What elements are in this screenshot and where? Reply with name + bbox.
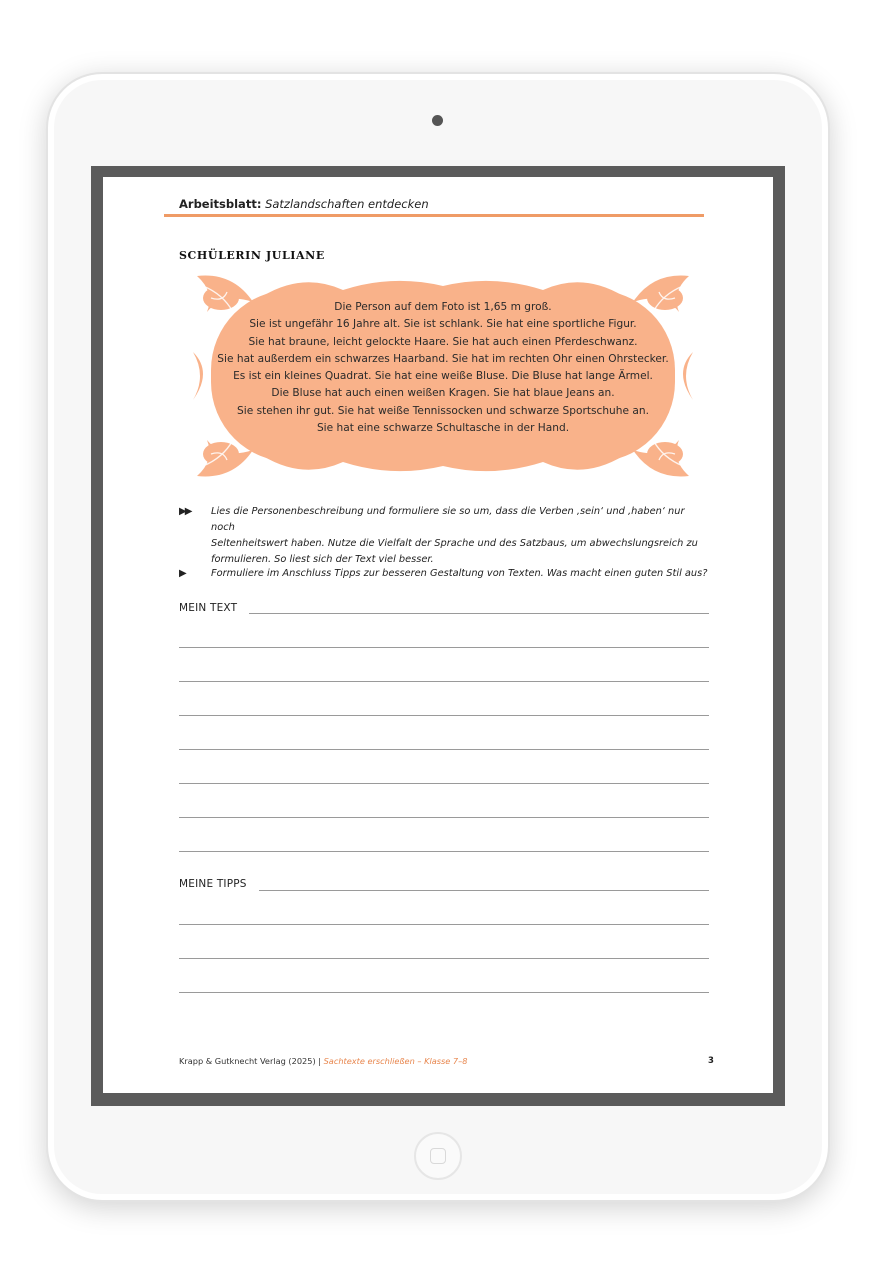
tips-line[interactable] <box>179 958 709 959</box>
my-tips-label: MEINE TIPPS <box>179 878 247 890</box>
writing-line[interactable] <box>179 681 709 682</box>
writing-line[interactable] <box>179 715 709 716</box>
task-line: Formuliere im Anschluss Tipps zur besseren Gestaltung von Texten. Was macht einen guten Stil aus? <box>211 568 708 579</box>
tips-line[interactable] <box>179 992 709 993</box>
person-description <box>213 299 673 437</box>
task-line: Lies die Personenbeschreibung und formuliere sie so um, dass die Verben ‚sein‘ und ‚haben‘ nur noch <box>211 506 685 533</box>
writing-line[interactable] <box>179 647 709 648</box>
task-line: Seltenheitswert haben. Nutze die Vielfalt der Sprache und des Satzbaus, um abwechslungsreich zu <box>211 538 698 549</box>
description-line: Die Bluse hat auch einen weißen Kragen. Sie hat blaue Jeans an. <box>271 387 615 400</box>
worksheet-header <box>179 197 429 211</box>
description-line: Es ist ein kleines Quadrat. Sie hat eine weiße Bluse. Die Bluse hat lange Ärmel. <box>233 370 653 383</box>
writing-line[interactable] <box>179 749 709 750</box>
description-line: Sie stehen ihr gut. Sie hat weiße Tennissocken und schwarze Sportschuhe an. <box>237 404 649 417</box>
section-title: SCHÜLERIN JULIANE <box>179 249 325 262</box>
writing-line[interactable] <box>179 817 709 818</box>
worksheet-page <box>103 177 773 1093</box>
page-number: 3 <box>708 1056 714 1066</box>
writing-line[interactable] <box>179 783 709 784</box>
description-line: Die Person auf dem Foto ist 1,65 m groß. <box>334 301 552 313</box>
task-line: formulieren. So liest sich der Text viel besser. <box>211 554 434 565</box>
header-rule <box>164 214 704 217</box>
writing-line[interactable] <box>179 851 709 852</box>
description-line: Sie ist ungefähr 16 Jahre alt. Sie ist schlank. Sie hat eine sportliche Figur. <box>249 318 637 331</box>
ornamental-frame <box>193 272 693 480</box>
footer-series: Sachtexte erschließen – Klasse 7–8 <box>323 1056 468 1066</box>
description-line: Sie hat außerdem ein schwarzes Haarband. Sie hat im rechten Ohr einen Ohrstecker. <box>217 352 669 365</box>
arrow-icon: ▶ <box>179 568 185 579</box>
home-button-icon <box>430 1148 446 1164</box>
my-text-label: MEIN TEXT <box>179 602 238 614</box>
tips-line[interactable] <box>259 890 709 891</box>
home-button[interactable] <box>414 1132 462 1180</box>
footer-publisher: Krapp & Gutknecht Verlag (2025) | <box>179 1056 321 1066</box>
writing-line[interactable] <box>249 613 709 614</box>
page-footer <box>179 1056 467 1066</box>
header-label: Arbeitsblatt: <box>179 197 262 211</box>
description-line: Sie hat eine schwarze Schultasche in der Hand. <box>316 422 570 435</box>
front-camera <box>432 115 443 126</box>
description-line: Sie hat braune, leicht gelockte Haare. Sie hat auch einen Pferdeschwanz. <box>248 335 638 348</box>
double-arrow-icon: ▶▶ <box>179 506 191 517</box>
tips-line[interactable] <box>179 924 709 925</box>
header-title: Satzlandschaften entdecken <box>265 197 429 211</box>
